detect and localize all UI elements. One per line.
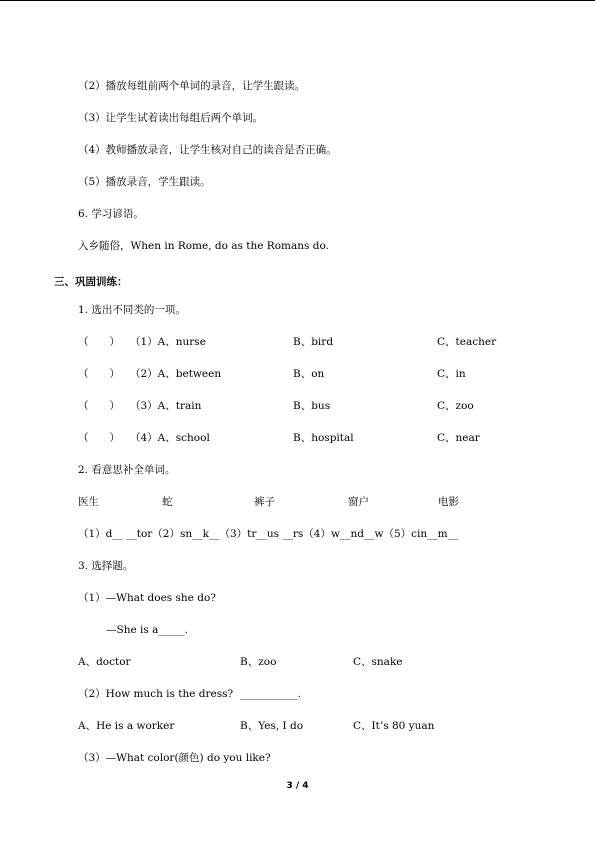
step-5: （5）播放录音，学生跟读。 (78, 176, 211, 188)
option-b: B、hospital (293, 432, 354, 444)
answer-paren: （ ） (78, 400, 120, 412)
option-a: （1）A、nurse (130, 336, 206, 348)
option-c: C、zoo (437, 400, 474, 412)
top-rule (0, 0, 595, 1)
option-a: A、doctor (78, 656, 131, 668)
proverb-heading: 6. 学习谚语。 (78, 208, 144, 220)
q3-3-question: （3）—What color(颜色) do you like? (78, 752, 271, 764)
option-b: B、zoo (240, 656, 277, 668)
option-c: C、It’s 80 yuan (353, 720, 435, 732)
q1-title: 1. 选出不同类的一项。 (78, 304, 186, 316)
option-b: B、on (293, 368, 325, 380)
q2-blanks: （1）d__ __tor（2）sn__k__（3）tr__us __rs（4）w__nd__w（5）cin__m__ (78, 528, 459, 540)
q3-1-answer: —She is a_____. (106, 624, 188, 636)
option-a: （2）A、between (130, 368, 222, 380)
option-b: B、Yes, I do (240, 720, 304, 732)
q3-2-question: （2）How much is the dress? ___________. (78, 688, 301, 700)
answer-paren: （ ） (78, 336, 120, 348)
q3-title: 3. 选择题。 (78, 560, 134, 572)
answer-paren: （ ） (78, 432, 120, 444)
step-4: （4）教师播放录音，让学生核对自己的读音是否正确。 (78, 144, 337, 156)
option-c: C、in (437, 368, 466, 380)
option-b: B、bus (293, 400, 331, 412)
option-a: （4）A、school (130, 432, 210, 444)
option-a: A、He is a worker (78, 720, 175, 732)
answer-paren: （ ） (78, 368, 120, 380)
word-meaning: 电影 (438, 496, 459, 508)
proverb-text: 入乡随俗，When in Rome, do as the Romans do. (78, 240, 329, 252)
option-c: C、snake (353, 656, 403, 668)
page-number: 3 / 4 (286, 781, 309, 791)
option-a: （3）A、train (130, 400, 202, 412)
q2-title: 2. 看意思补全单词。 (78, 464, 176, 476)
word-meaning: 裤子 (254, 496, 275, 508)
word-meaning: 蛇 (162, 496, 173, 508)
section-3-title: 三、巩固训练： (54, 276, 128, 288)
word-meaning: 医生 (78, 496, 99, 508)
option-b: B、bird (293, 336, 334, 348)
option-c: C、teacher (437, 336, 497, 348)
q3-1-question: （1）—What does she do? (78, 592, 216, 604)
option-c: C、near (437, 432, 480, 444)
step-3: （3）让学生试着读出每组后两个单词。 (78, 112, 264, 124)
step-2: （2）播放每组前两个单词的录音，让学生跟读。 (78, 80, 306, 92)
word-meaning: 窗户 (348, 496, 369, 508)
